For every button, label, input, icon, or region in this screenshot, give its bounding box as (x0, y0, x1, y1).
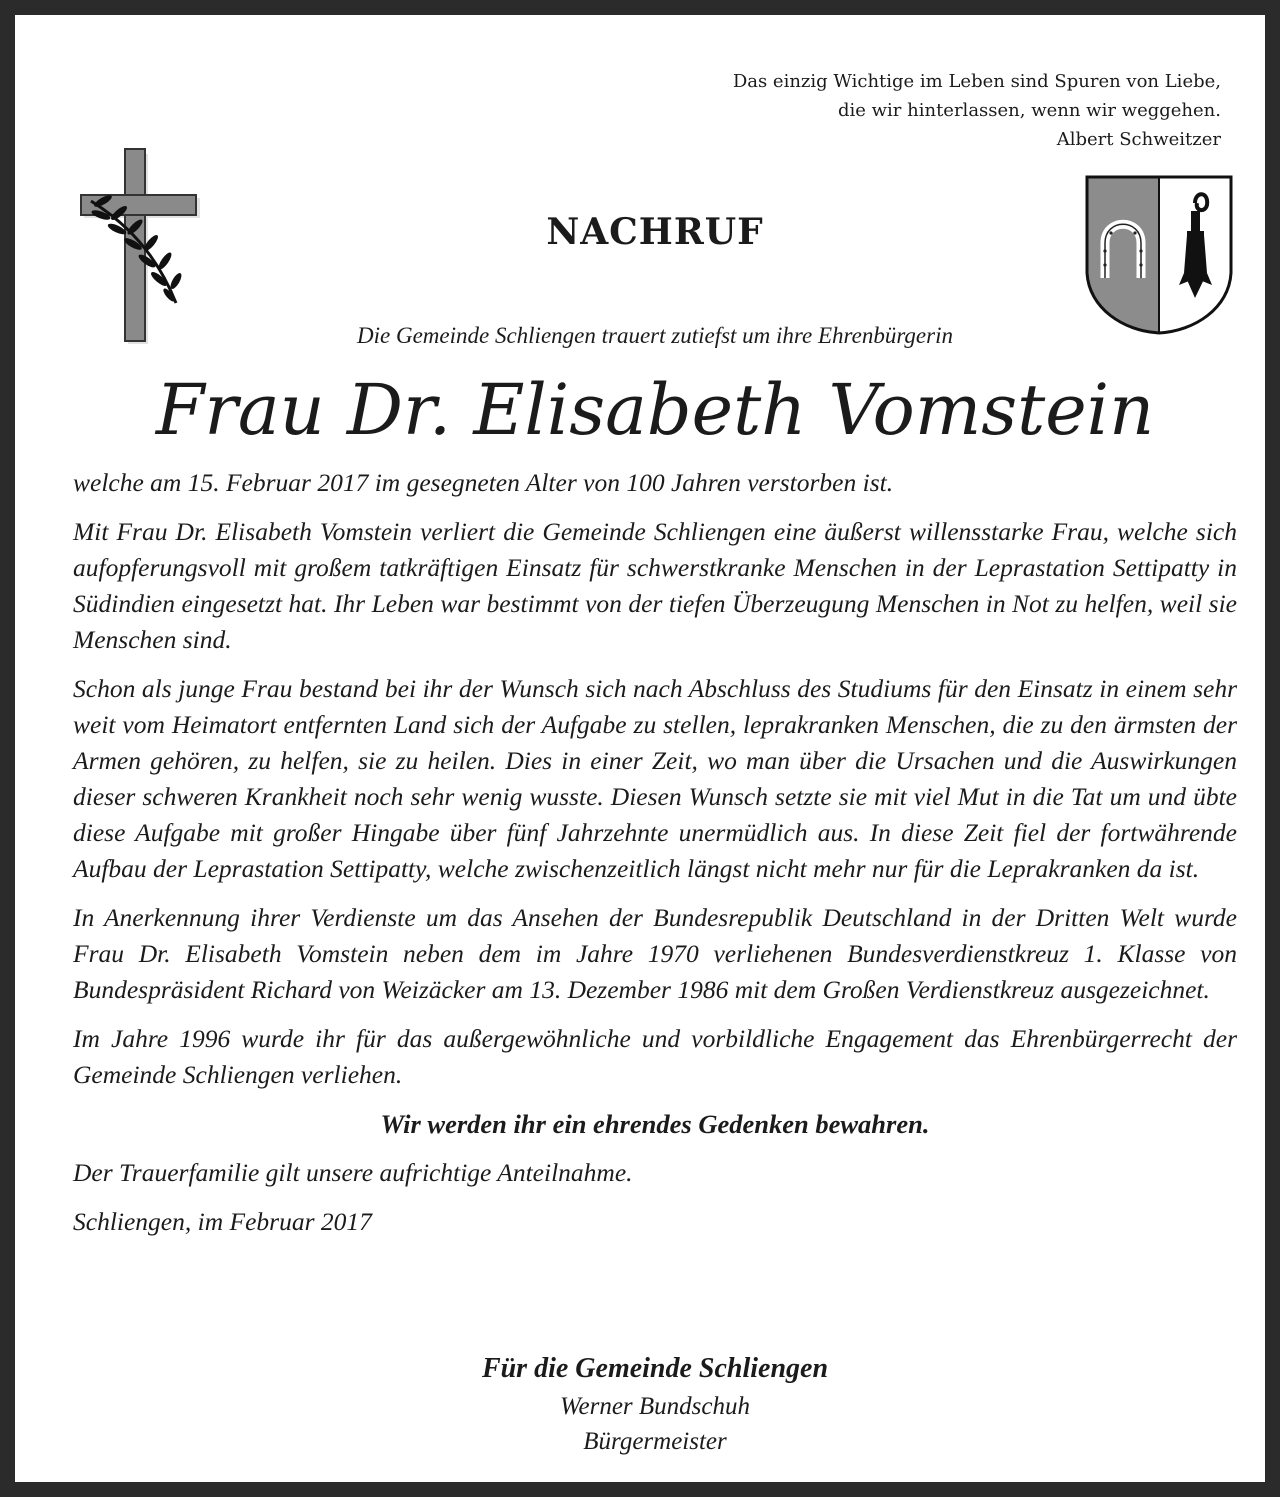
signature-name: Werner Bundschuh (559, 1393, 751, 1420)
signature-block (15, 1349, 1280, 1459)
deceased-name: Frau Dr. Elisabeth Vomstein (155, 369, 1155, 451)
paragraph-death-notice: welche am 15. Februar 2017 im gesegneten Alter von 100 Jahren verstorben ist. (73, 468, 894, 497)
signature-title: Bürgermeister (583, 1428, 727, 1455)
signature-organization: Für die Gemeinde Schliengen (481, 1353, 829, 1384)
paragraph-tribute: Mit Frau Dr. Elisabeth Vomstein verliert die Gemeinde Schliengen eine äußerst willensstarke Frau, welche sich aufopferungsvoll mit großem tatkräftigen Einsatz für schwerstkranke Menschen in der Leprastation Settipatty in Südindien eingesetzt hat. Ihr Leben war bestimmt von der tiefen Überzeugung Menschen in Not zu helfen, weil sie Menschen sind. (73, 517, 1237, 654)
quote-line-2: die wir hinterlassen, wenn wir weggehen. (837, 100, 1221, 121)
paragraph-honorary-citizenship: Im Jahre 1996 wurde ihr für das außergewöhnliche und vorbildliche Engagement das Ehrenbürgerrecht der Gemeinde Schliengen verliehen. (73, 1024, 1237, 1089)
closing-statement: Wir werden ihr ein ehrendes Gedenken bewahren. (380, 1109, 930, 1139)
intro-line: Die Gemeinde Schliengen trauert zutiefst um ihre Ehrenbürgerin (357, 323, 953, 348)
place-and-date: Schliengen, im Februar 2017 (73, 1207, 372, 1236)
obituary-body (73, 465, 1237, 1253)
condolence-line: Der Trauerfamilie gilt unsere aufrichtige Anteilnahme. (73, 1158, 633, 1187)
paragraph-honours: In Anerkennung ihrer Verdienste um das Ansehen der Bundesrepublik Deutschland in der Dritten Welt wurde Frau Dr. Elisabeth Vomstein neben dem im Jahre 1970 verliehenen Bundesverdienstkreuz 1. Klasse von Bundespräsident Richard von Weizäcker am 13. Dezember 1986 mit dem Großen Verdienstkreuz ausgezeichnet. (73, 903, 1237, 1004)
quote-author: Albert Schweitzer (1056, 129, 1221, 150)
paragraph-life-work: Schon als junge Frau bestand bei ihr der Wunsch sich nach Abschluss des Studiums für den Einsatz in einem sehr weit vom Heimatort entfernten Land sich der Aufgabe zu stellen, leprakranken Menschen, die zu den ärmsten der Armen gehören, zu helfen, sie zu heilen. Dies in einer Zeit, wo man über die Ursachen und die Auswirkungen dieser schweren Krankheit noch sehr wenig wusste. Diesen Wunsch setzte sie mit viel Mut in die Tat um und übte diese Aufgabe mit großer Hingabe über fünf Jahrzehnte unermüdlich aus. In diese Zeit fiel der fortwährende Aufbau der Leprastation Settipatty, welche zwischenzeitlich längst nicht mehr nur für die Leprakranken da ist. (73, 674, 1237, 883)
epigraph-quote (581, 67, 1221, 154)
coat-of-arms-horseshoe-crozier-icon (1083, 173, 1235, 347)
quote-line-1: Das einzig Wichtige im Leben sind Spuren von Liebe, (732, 71, 1221, 92)
page-title: NACHRUF (546, 211, 764, 253)
